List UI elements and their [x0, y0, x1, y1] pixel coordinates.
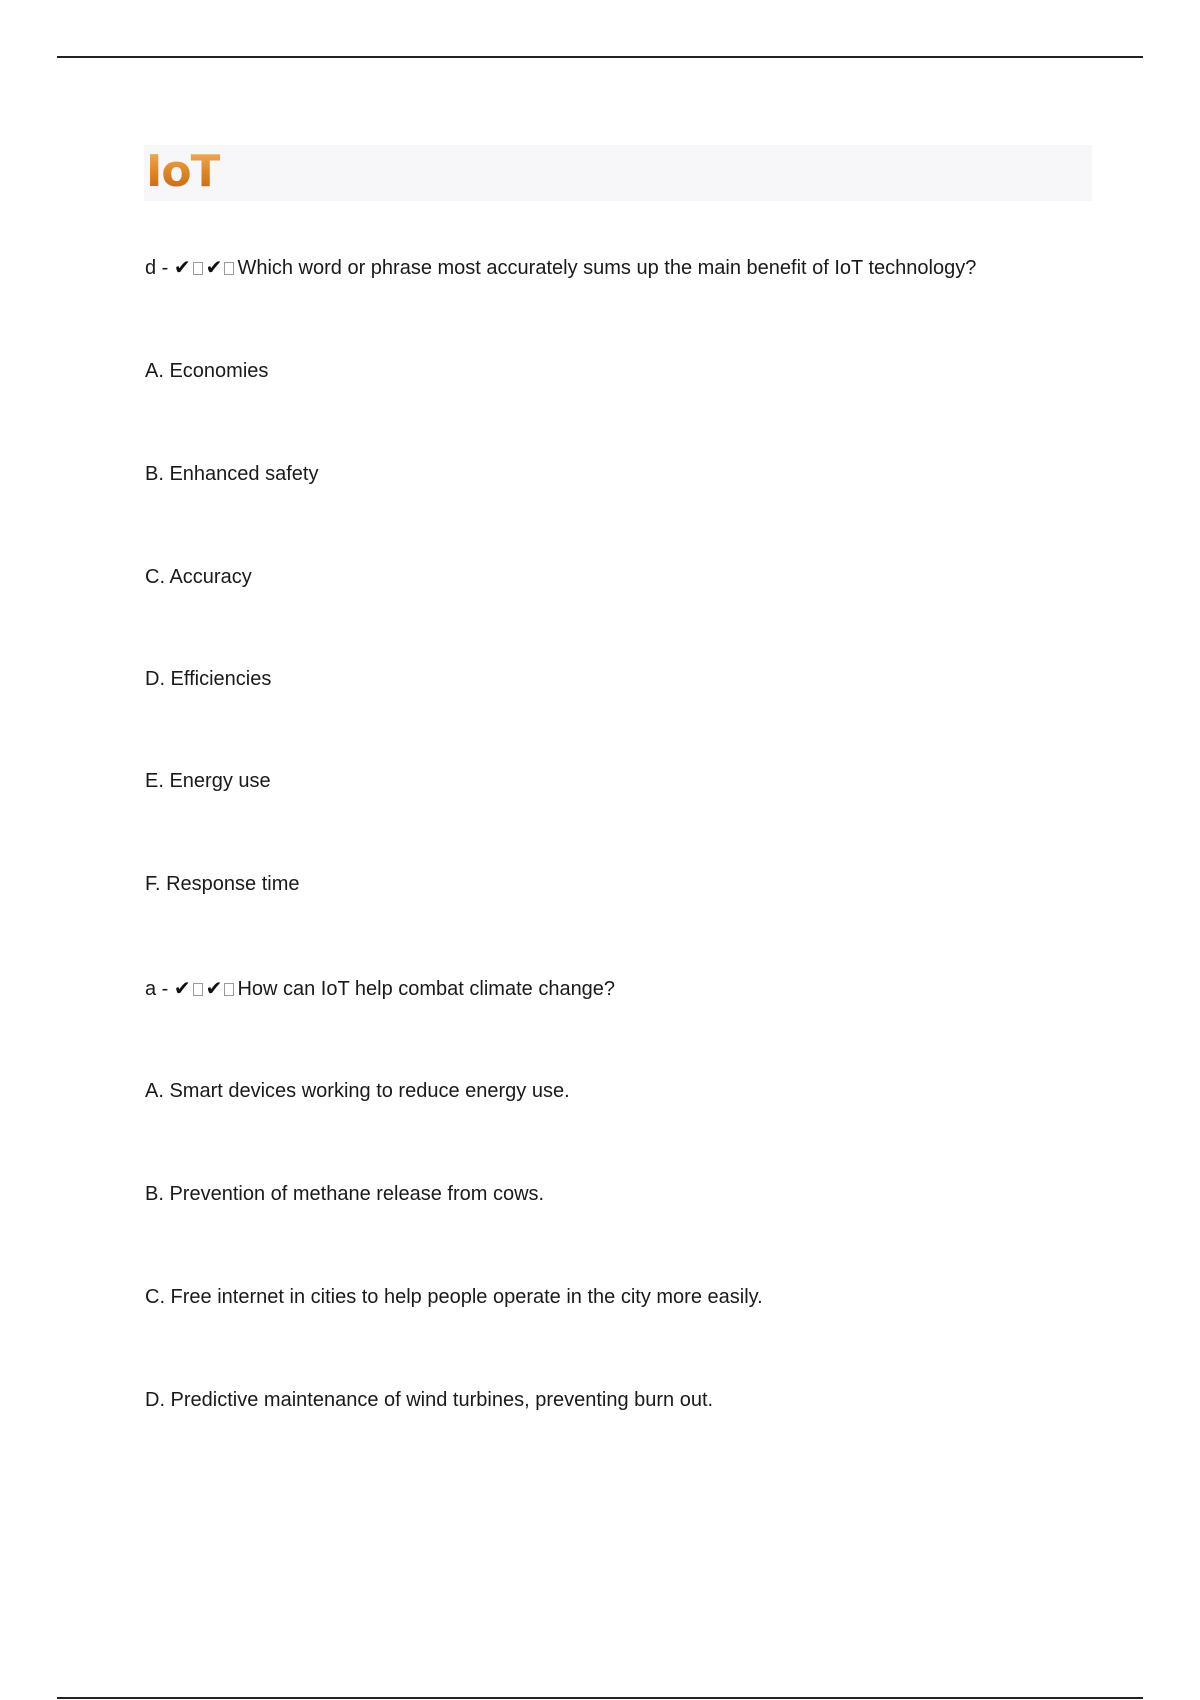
missing-glyph-box-icon — [224, 262, 234, 275]
option-item: C. Free internet in cities to help people operate in the city more easily. — [145, 1286, 763, 1308]
option-item: B. Enhanced safety — [145, 463, 319, 485]
question-1 — [145, 254, 976, 281]
missing-glyph-box-icon — [193, 983, 203, 996]
option-item: D. Efficiencies — [145, 668, 272, 690]
header-rule — [57, 56, 1143, 58]
option-item: C. Accuracy — [145, 566, 252, 588]
check-mark-icon: ✔ — [205, 255, 223, 279]
answer-key: a - — [145, 978, 169, 1000]
option-item: A. Smart devices working to reduce energy use. — [145, 1080, 570, 1102]
check-mark-icon: ✔ — [173, 255, 191, 279]
check-mark-icon: ✔ — [205, 976, 223, 1000]
missing-glyph-box-icon — [224, 983, 234, 996]
document-title: IoT — [146, 146, 220, 197]
check-mark-icon: ✔ — [173, 976, 191, 1000]
option-item: B. Prevention of methane release from cows. — [145, 1183, 545, 1205]
title-band — [144, 145, 1092, 201]
missing-glyph-box-icon — [193, 262, 203, 275]
option-item: D. Predictive maintenance of wind turbines, preventing burn out. — [145, 1389, 714, 1411]
option-item: A. Economies — [145, 360, 269, 382]
option-item: F. Response time — [145, 873, 300, 895]
answer-key: d - — [145, 257, 169, 279]
question-text: Which word or phrase most accurately sums up the main benefit of IoT technology? — [237, 257, 977, 279]
question-2 — [145, 975, 615, 1002]
question-text: How can IoT help combat climate change? — [237, 978, 616, 1000]
option-item: E. Energy use — [145, 770, 271, 792]
footer-rule — [57, 1697, 1143, 1699]
